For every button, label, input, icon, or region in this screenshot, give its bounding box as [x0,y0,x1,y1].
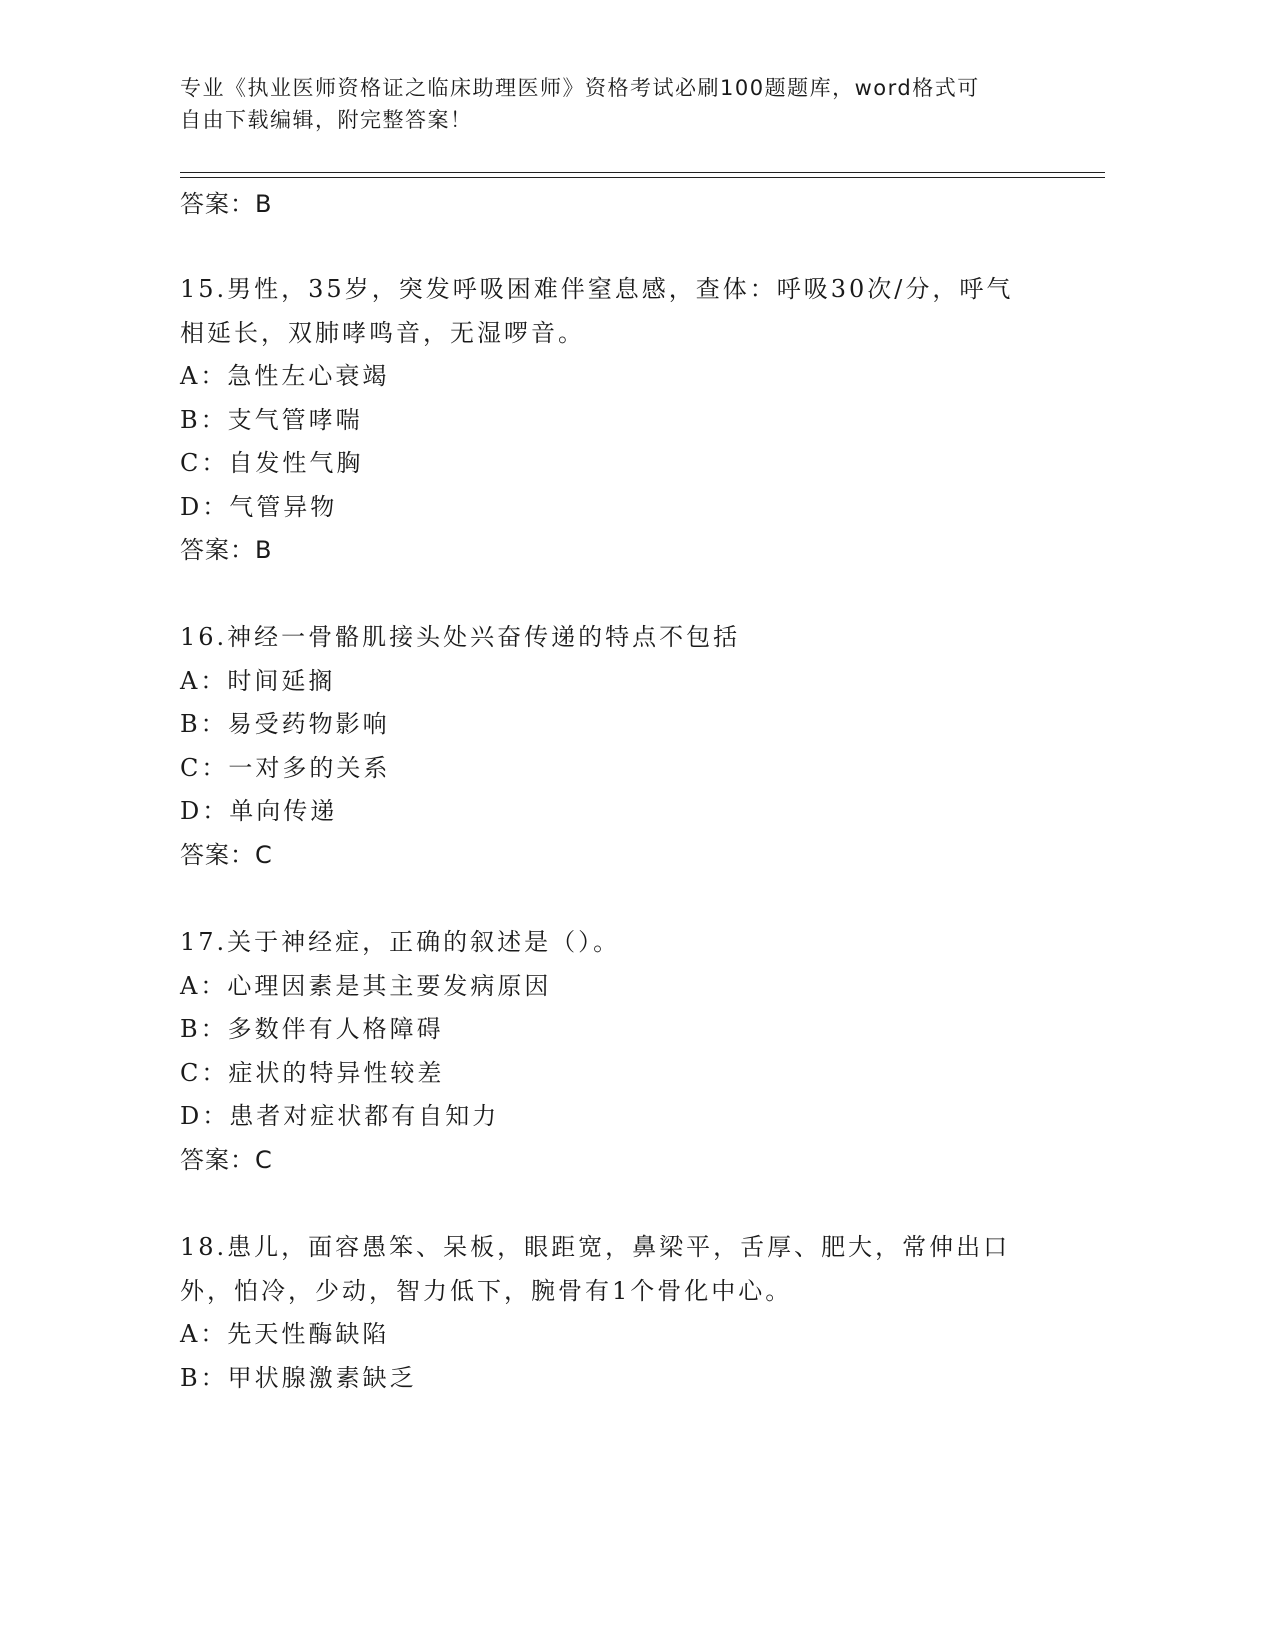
option-c: C：自发性气胸 [180,449,364,477]
header-rule-bottom [180,177,1105,178]
option-b: B：多数伴有人格障碍 [180,1015,444,1043]
question-18 [180,1226,1060,1400]
option-d: D：气管异物 [180,492,338,521]
option-b: B：支气管哮喘 [180,405,363,434]
answer: 答案：C [180,1145,273,1174]
question-17 [180,921,1060,1182]
option-a: A：急性左心衰竭 [180,362,390,390]
question-stem: 17.关于神经症，正确的叙述是（）。 [180,928,621,956]
question-stem: 16.神经一骨骼肌接头处兴奋传递的特点不包括 [180,623,741,651]
answer: 答案：B [180,536,273,564]
question-stem-continued: 外，怕冷，少动，智力低下，腕骨有1个骨化中心。 [180,1276,793,1305]
question-15 [180,268,1060,573]
option-b: B：易受药物影响 [180,710,390,738]
question-stem: 15.男性，35岁，突发呼吸困难伴窒息感，查体：呼吸30次/分，呼气 [180,275,1014,303]
previous-answer: 答案：B [180,190,273,218]
option-c: C：一对多的关系 [180,753,391,782]
question-16 [180,616,1060,877]
option-a: A：先天性酶缺陷 [180,1320,390,1348]
option-c: C：症状的特异性较差 [180,1058,445,1087]
option-b: B：甲状腺激素缺乏 [180,1363,417,1392]
header-line-1: 专业《执业医师资格证之临床助理医师》资格考试必刷100题题库，word格式可 [180,76,980,100]
question-stem-continued: 相延长，双肺哮鸣音，无湿啰音。 [180,318,585,347]
answer: 答案：C [180,840,273,869]
option-d: D：单向传递 [180,797,338,825]
option-a: A：心理因素是其主要发病原因 [180,971,552,1000]
document-header [180,72,1040,136]
question-stem: 18.患儿，面容愚笨、呆板，眼距宽，鼻梁平，舌厚、肥大，常伸出口 [180,1233,1011,1261]
header-rule-top [180,172,1105,173]
option-a: A：时间延搁 [180,666,336,695]
header-line-2: 自由下载编辑，附完整答案！ [180,108,473,132]
option-d: D：患者对症状都有自知力 [180,1102,500,1130]
